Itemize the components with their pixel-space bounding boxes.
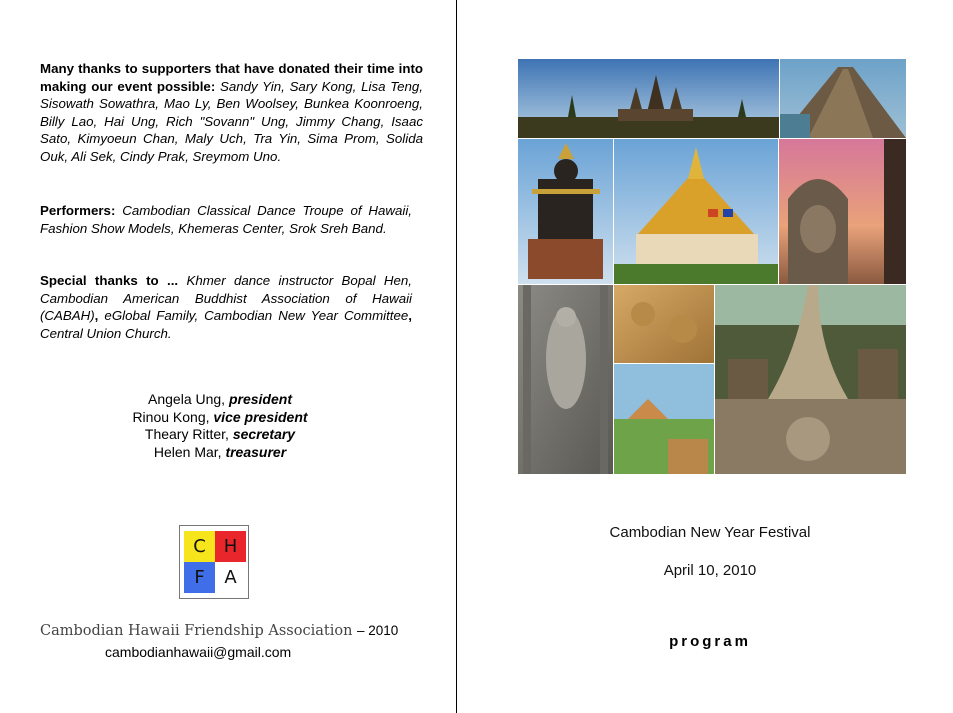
- officer-role: vice president: [213, 408, 308, 425]
- officer-role: president: [228, 391, 292, 407]
- association-year: – 2010: [357, 623, 399, 638]
- supporters-heading: Many thanks to supporters that have donated their time into making our event possible:: [40, 61, 423, 94]
- officers-list: [100, 391, 340, 461]
- officer-line: [100, 391, 340, 409]
- logo-cell-f: F: [184, 562, 215, 593]
- performers-heading: Performers:: [40, 203, 116, 218]
- officer-role: treasurer: [225, 443, 287, 460]
- officer-name: Angela Ung,: [148, 391, 226, 407]
- logo-cell-c: C: [184, 531, 215, 562]
- performers-paragraph: [40, 202, 412, 237]
- event-date: April 10, 2010: [663, 562, 757, 579]
- performers-text: Cambodian Classical Dance Troupe of Hawaii, Fashion Show Models, Khemeras Center, Srok Sreh Band.: [40, 203, 412, 236]
- officer-line: [100, 409, 340, 427]
- logo-cell-h: H: [215, 531, 246, 562]
- special-thanks-text-2: eGlobal Family, Cambodian New Year Committee: [104, 308, 409, 324]
- officer-name: Helen Mar,: [153, 443, 222, 460]
- officer-line: [100, 444, 340, 462]
- special-thanks-text-1: Khmer dance instructor Bopal Hen, Cambodian American Buddhist Association of Hawaii (CABAH): [40, 273, 413, 324]
- association-name: [40, 623, 398, 639]
- supporters-names: Sandy Yin, Sary Kong, Lisa Teng, Sisowath Sowathra, Mao Ly, Ben Woolsey, Bunkea Koonroeng, Billy Lao, Hai Ung, Rich "Sovann" Ung, Jimmy Chang, Isaac Sato, Kimyoeun Chan, Maly Uch, Tra Yin, Sima Prom, Solida Ouk, Ali Sek, Cindy Prak, Sreymom Uno.: [40, 78, 423, 164]
- officer-line: [100, 426, 340, 444]
- supporters-paragraph: [40, 60, 423, 166]
- special-thanks-paragraph: [40, 272, 412, 342]
- officer-name: Rinou Kong,: [132, 408, 210, 425]
- special-thanks-sep-2: ,: [408, 308, 412, 324]
- page-divider: [456, 0, 457, 713]
- association-text: Cambodian Hawaii Friendship Association: [40, 623, 353, 639]
- special-thanks-text-3: Central Union Church.: [40, 325, 172, 341]
- officer-role: secretary: [232, 426, 296, 443]
- special-thanks-heading: Special thanks to ...: [40, 273, 179, 288]
- contact-email: cambodianhawaii@gmail.com: [105, 644, 292, 660]
- special-thanks-sep-1: ,: [94, 308, 99, 324]
- event-title: Cambodian New Year Festival: [609, 524, 811, 541]
- officer-name: Theary Ritter,: [144, 426, 229, 443]
- logo-cell-a: A: [215, 562, 246, 593]
- chfa-logo: [179, 525, 249, 599]
- cambodia-photo-collage: [518, 59, 906, 474]
- program-label: program: [669, 633, 751, 650]
